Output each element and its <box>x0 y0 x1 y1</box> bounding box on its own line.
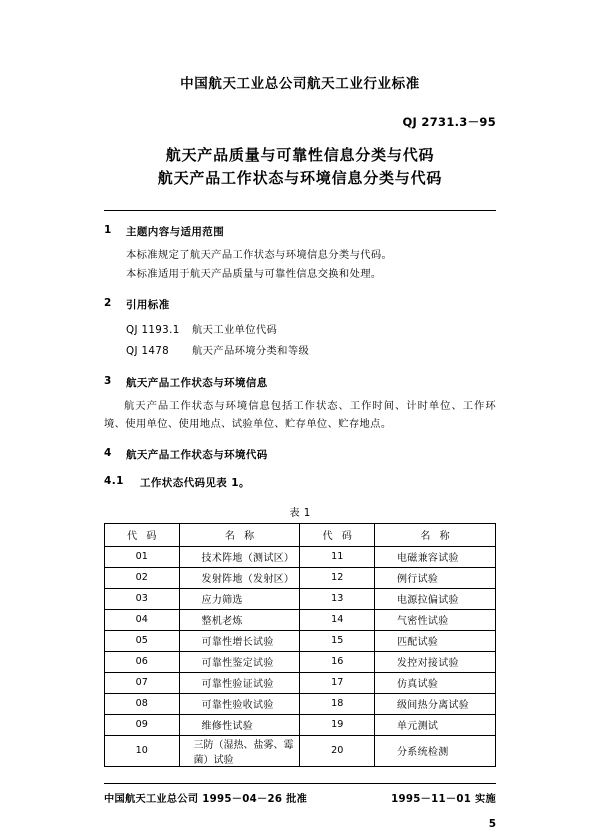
section-2-heading <box>104 297 496 312</box>
reference-item <box>126 320 496 341</box>
cell-name-left: 技术阵地（测试区） <box>179 546 300 567</box>
cell-code-right: 14 <box>300 609 375 630</box>
section-4-heading <box>104 447 496 462</box>
table-row <box>105 714 496 735</box>
cell-code-left: 08 <box>105 693 180 714</box>
cell-code-left: 09 <box>105 714 180 735</box>
cell-name-right: 分系统检测 <box>375 735 496 766</box>
table-row <box>105 735 496 766</box>
section-4-1-text: 工作状态代码见表 1。 <box>140 476 250 489</box>
cell-code-right: 13 <box>300 588 375 609</box>
cell-code-right: 12 <box>300 567 375 588</box>
section-2-title: 引用标准 <box>126 298 170 311</box>
section-1-number: 1 <box>104 224 112 236</box>
cell-name-right: 电磁兼容试验 <box>375 546 496 567</box>
table-header-name-right: 名 称 <box>375 523 496 546</box>
table-row <box>105 630 496 651</box>
cell-code-left: 03 <box>105 588 180 609</box>
reference-title: 航天产品环境分类和等级 <box>192 344 310 357</box>
section-2 <box>104 297 496 362</box>
cell-code-left: 05 <box>105 630 180 651</box>
cell-name-right: 匹配试验 <box>375 630 496 651</box>
document-title-line2: 航天产品工作状态与环境信息分类与代码 <box>157 168 443 187</box>
cell-code-left: 10 <box>105 735 180 766</box>
reference-list <box>104 320 496 362</box>
section-4 <box>104 447 496 490</box>
cell-name-right: 级间热分离试验 <box>375 693 496 714</box>
table-row <box>105 588 496 609</box>
section-1-heading <box>104 224 496 239</box>
footer-divider <box>104 783 496 784</box>
cell-name-right: 仿真试验 <box>375 672 496 693</box>
table-row <box>105 672 496 693</box>
standard-number: QJ 2731.3－95 <box>402 115 496 129</box>
cell-name-left: 维修性试验 <box>179 714 300 735</box>
cell-code-right: 17 <box>300 672 375 693</box>
cell-code-right: 20 <box>300 735 375 766</box>
section-4-1-number: 4.1 <box>104 474 124 487</box>
cell-name-right: 例行试验 <box>375 567 496 588</box>
reference-code: QJ 1193.1 <box>126 323 180 336</box>
table-row <box>105 567 496 588</box>
table-body <box>105 546 496 766</box>
section-4-title: 航天产品工作状态与环境代码 <box>126 448 268 461</box>
cell-name-left: 发射阵地（发射区） <box>179 567 300 588</box>
title-divider <box>104 210 496 211</box>
cell-code-right: 11 <box>300 546 375 567</box>
cell-name-left: 整机老炼 <box>179 609 300 630</box>
cell-code-left: 01 <box>105 546 180 567</box>
document-title-line1: 航天产品质量与可靠性信息分类与代码 <box>165 146 435 164</box>
cell-name-left: 可靠性验证试验 <box>179 672 300 693</box>
table-header-code-left: 代 码 <box>105 523 180 546</box>
table-header-name-left: 名 称 <box>179 523 300 546</box>
section-1-title: 主题内容与适用范围 <box>126 226 225 238</box>
cell-code-left: 02 <box>105 567 180 588</box>
work-state-code-table <box>104 523 496 767</box>
cell-code-left: 04 <box>105 609 180 630</box>
cell-code-right: 16 <box>300 651 375 672</box>
section-4-1-heading <box>104 475 496 490</box>
table-caption: 表 1 <box>289 506 311 519</box>
table-header-row <box>105 523 496 546</box>
section-2-number: 2 <box>104 296 112 309</box>
cell-code-right: 18 <box>300 693 375 714</box>
section-1 <box>104 224 496 284</box>
section-3-paragraph-1: 航天产品工作状态与环境信息包括工作状态、工作时间、计时单位、工作环境、使用单位、使用地点、试验单位、贮存单位、贮存地点。 <box>104 399 496 431</box>
table-header-code-right: 代 码 <box>300 523 375 546</box>
section-3-number: 3 <box>104 374 112 387</box>
section-3-title: 航天产品工作状态与环境信息 <box>126 376 268 389</box>
section-4-number: 4 <box>104 446 112 459</box>
section-1-paragraph-2: 本标准适用于航天产品质量与可靠性信息交换和处理。 <box>126 268 382 281</box>
footer-effective: 1995－11－01 实施 <box>391 793 496 805</box>
cell-name-left: 三防（湿热、盐雾、霉菌）试验 <box>179 735 300 766</box>
cell-name-right: 单元测试 <box>375 714 496 735</box>
footer-approval: 中国航天工业总公司 1995－04－26 批准 <box>104 793 308 805</box>
cell-name-right: 发控对接试验 <box>375 651 496 672</box>
cell-code-left: 07 <box>105 672 180 693</box>
cell-name-left: 可靠性鉴定试验 <box>179 651 300 672</box>
page-footer <box>104 790 496 805</box>
page-content <box>104 0 496 830</box>
cell-code-right: 15 <box>300 630 375 651</box>
section-3-heading <box>104 375 496 390</box>
table-row <box>105 693 496 714</box>
page-number: 5 <box>488 817 496 830</box>
table-row <box>105 651 496 672</box>
cell-code-right: 19 <box>300 714 375 735</box>
cell-name-left: 可靠性验收试验 <box>179 693 300 714</box>
document-title <box>104 144 496 189</box>
cell-name-right: 电源拉偏试验 <box>375 588 496 609</box>
cell-name-right: 气密性试验 <box>375 609 496 630</box>
cell-name-left: 应力筛选 <box>179 588 300 609</box>
reference-title: 航天工业单位代码 <box>192 323 278 336</box>
cell-code-left: 06 <box>105 651 180 672</box>
reference-code: QJ 1478 <box>126 344 170 357</box>
masthead-organization: 中国航天工业总公司航天工业行业标准 <box>180 76 420 92</box>
table-row <box>105 546 496 567</box>
cell-name-left: 可靠性增长试验 <box>179 630 300 651</box>
section-3 <box>104 375 496 434</box>
section-1-paragraph-1: 本标准规定了航天产品工作状态与环境信息分类与代码。 <box>126 249 393 261</box>
table-row <box>105 609 496 630</box>
reference-item <box>126 341 496 362</box>
